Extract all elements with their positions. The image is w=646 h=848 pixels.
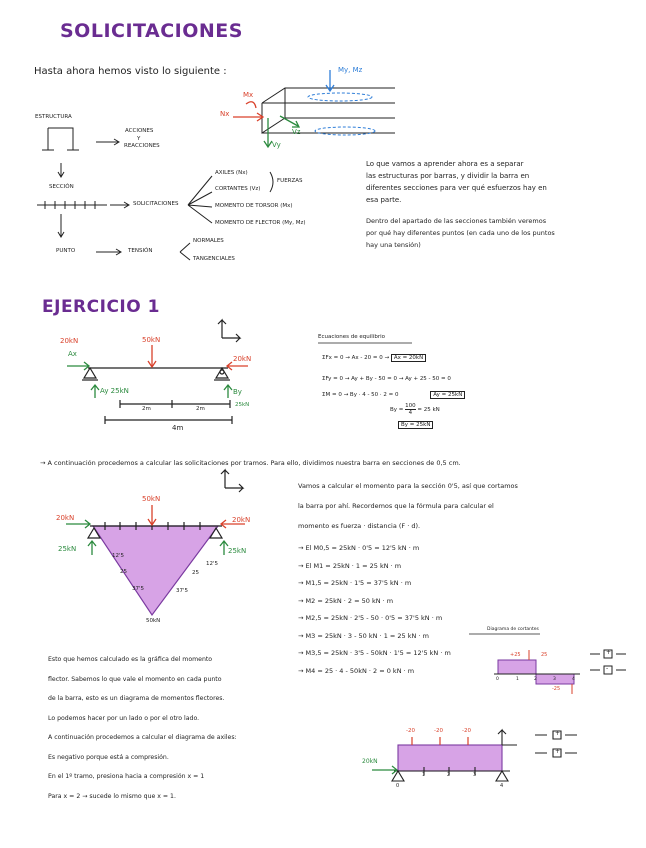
- axial-t3: 3: [473, 772, 477, 778]
- beam2-load-left: 20kN: [56, 514, 75, 522]
- axial-v1: -20: [406, 728, 415, 734]
- concept-torsor: MOMENTO DE TORSOR (Mx): [215, 203, 293, 209]
- beam2-label-125r: 12'5: [206, 561, 219, 567]
- bottom-left-text: Esto que hemos calculado es la gráfica del momento flector. Sabemos lo que vale el momento en cada punto de la barra, esto es un diagrama de momentos flectores. Lo podemos hacer por un lado o por el otro lado. A continuación procedemos a calcular el diagrama de axiles: Es negativo porque está a compresión. En el 1º tramo, presiona hacia a compresión x = 1 Para x = 2 → sucede lo mismo que x = 1.: [48, 656, 237, 800]
- concept-y: Y: [137, 136, 141, 142]
- axial-t4: 4: [500, 783, 504, 789]
- concept-cortantes: CORTANTES (Vz): [215, 186, 261, 192]
- beam2-label-25r: 25: [192, 570, 199, 576]
- beam-3d-icon: [262, 88, 395, 135]
- axial-t1: 1: [422, 772, 426, 778]
- beam-1-forces: [67, 345, 248, 398]
- moment-diagram-fill: [93, 526, 218, 615]
- axial-minus: +: [555, 748, 561, 755]
- eq-by-box: By = 25kN: [398, 421, 433, 429]
- shear-v2: 25: [541, 652, 548, 658]
- eq-line-4: By = $\frac{100}{4}$ = 25 kN: [390, 403, 440, 416]
- page-title: SOLICITACIONES: [60, 20, 243, 42]
- axial-plus: +: [555, 730, 561, 737]
- beam2-left-reaction: 25kN: [58, 545, 77, 553]
- concept-axiles: AXILES (Nx): [215, 170, 248, 176]
- concept-tension: TENSIÓN: [128, 248, 153, 254]
- axial-t2: 2: [447, 772, 451, 778]
- beam2-label-50: 50kN: [146, 618, 161, 624]
- beam1-ay: Ay 25kN: [100, 387, 129, 395]
- concept-flector: MOMENTO DE FLECTOR (My, Mz): [215, 220, 306, 226]
- vz-label: Vz: [292, 128, 301, 136]
- axial-v3: -20: [462, 728, 471, 734]
- beam1-load-mid: 50kN: [142, 336, 161, 344]
- concept-tangenciales: TANGENCIALES: [193, 256, 235, 262]
- eq-line-3: ΣM = 0 → By · 4 - 50 · 2 = 0 Ay = 25kN: [322, 392, 465, 398]
- eq-line-1: ΣFx = 0 → Ax - 20 = 0 → Ax = 20kN: [322, 355, 426, 361]
- beam2-load-mid: 50kN: [142, 495, 161, 503]
- moment-row: → M3 = 25kN · 3 - 50 kN · 1 = 25 kN · m: [298, 631, 429, 640]
- beam1-ax: Ax: [68, 350, 77, 358]
- moment-text: Vamos a calcular el momento para la sección 0'5, así que cortamos la barra por ahí. Recordemos que la fórmula para calcular el momento es fuerza · distancia (F · d).: [298, 482, 518, 530]
- beam2-label-125l: 12'5: [112, 553, 125, 559]
- vy-label: Vy: [272, 141, 281, 149]
- moment-row: → M2,5 = 25kN · 2'5 - 50 · 0'5 = 37'5 kN · m: [298, 614, 443, 622]
- concept-normales: NORMALES: [193, 238, 224, 244]
- my-mz-label: My, Mz: [338, 66, 363, 74]
- concept-estructura: ESTRUCTURA: [35, 114, 72, 120]
- moment-row: → El M1 = 25kN · 1 = 25 kN · m: [298, 561, 402, 570]
- beam1-dim-a: 2m: [142, 406, 151, 412]
- moment-row: → M3,5 = 25kN · 3'5 - 50kN · 1'5 = 12'5 kN · m: [298, 649, 451, 657]
- axial-diagram: [392, 730, 577, 781]
- moment-row: → M4 = 25 · 4 - 50kN · 2 = 0 kN · m: [298, 666, 415, 675]
- nx-label: Nx: [220, 110, 230, 118]
- shear-v1: +25: [510, 652, 521, 658]
- beam2-label-25l: 25: [120, 569, 127, 575]
- concept-fuerzas: FUERZAS: [277, 178, 303, 184]
- beam1-dim-total: 4m: [172, 424, 184, 432]
- shear-plus: +: [606, 649, 612, 656]
- mx-label: Mx: [243, 91, 254, 99]
- exercise-title: EJERCICIO 1: [42, 297, 160, 317]
- axial-t0: 0: [396, 783, 400, 789]
- eq-ax-box: Ax = 20kN: [391, 354, 426, 362]
- moment-row: → El M0,5 = 25kN · 0'5 = 12'5 kN · m: [298, 544, 420, 552]
- concept-reacciones: REACCIONES: [124, 143, 160, 149]
- beam2-right-reaction: 25kN: [228, 547, 247, 555]
- axial-v2: -20: [434, 728, 443, 734]
- beam2-label-375l: 37'5: [132, 586, 145, 592]
- beam1-load-left: 20kN: [60, 337, 79, 345]
- note-2: Dentro del apartado de las secciones también veremos por qué hay diferentes puntos (en cada uno de los puntos hay una tensión): [366, 217, 555, 249]
- concept-seccion: SECCIÓN: [49, 184, 74, 190]
- beam-1: [82, 368, 232, 424]
- procedure-paragraph: → A continuación procedemos a calcular las solicitaciones por tramos. Para ello, dividimos nuestra barra en secciones de 0,5 cm.: [40, 459, 461, 467]
- beam2-load-right: 20kN: [232, 516, 251, 524]
- note-1: Lo que vamos a aprender ahora es a separar las estructuras por barras, y dividir la barra en diferentes secciones para ver qué esfuerzos hay en esa parte.: [366, 160, 547, 204]
- beam1-by: By: [233, 388, 242, 396]
- moment-row: → M1,5 = 25kN · 1'5 = 37'5 kN · m: [298, 579, 412, 587]
- moments-list: [298, 540, 451, 680]
- shear-t0: 0: [496, 677, 499, 682]
- concept-punto: PUNTO: [56, 248, 76, 254]
- force-arrows: [233, 70, 334, 147]
- beam2-label-375r: 37'5: [176, 588, 189, 594]
- eq-line-2: ΣFy = 0 → Ay + By - 50 = 0 → Ay + 25 - 50 = 0: [322, 376, 451, 382]
- shear-t3: 3: [553, 677, 556, 682]
- concept-solicitaciones: SOLICITACIONES: [133, 201, 179, 207]
- shear-minus: -: [606, 665, 609, 672]
- eq-ay-box: Ay = 25kN: [430, 391, 465, 399]
- eq-line-5: [398, 422, 433, 428]
- beam1-dim-b: 2m: [196, 406, 205, 412]
- beam1-load-right: 20kN: [233, 355, 252, 363]
- equations-heading: Ecuaciones de equilibrio: [318, 334, 385, 340]
- shear-heading: Diagrama de cortantes: [487, 627, 539, 632]
- shear-t2: 2: [534, 677, 537, 682]
- beam1-by-val: 25kN: [235, 402, 250, 408]
- shear-t1: 1: [516, 677, 519, 682]
- shear-t4: 4: [572, 677, 575, 682]
- axial-load-left: 20kN: [362, 758, 378, 765]
- shear-v3: -25: [552, 686, 561, 692]
- concept-acciones: ACCIONES: [125, 128, 154, 134]
- intro-text: Hasta ahora hemos visto lo siguiente :: [34, 66, 227, 77]
- moment-row: → M2 = 25kN · 2 = 50 kN · m: [298, 596, 394, 605]
